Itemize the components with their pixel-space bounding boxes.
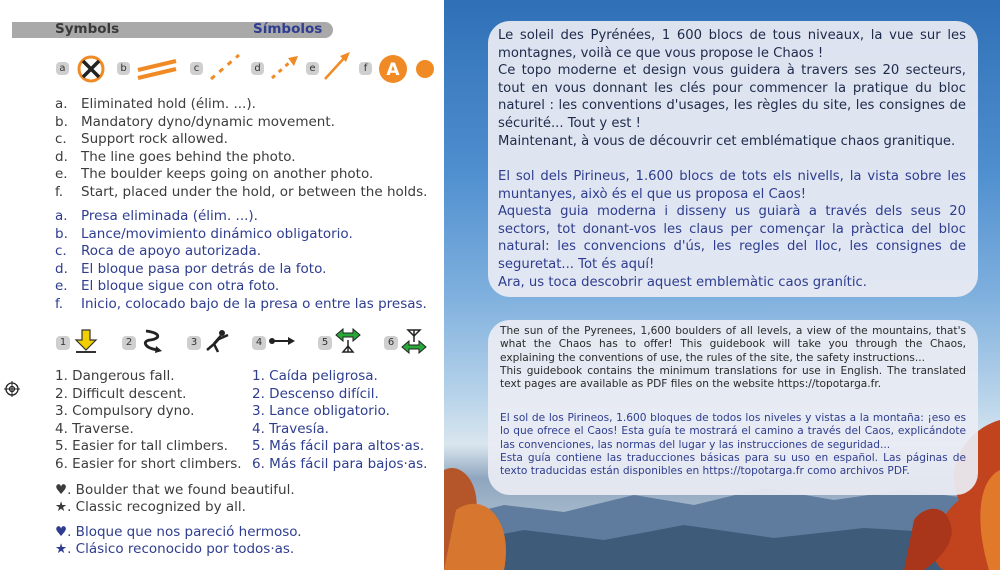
feature-en-item: 4. Traverse. (55, 420, 134, 437)
bullet-star-es: ★. Clásico reconocido por todos·as. (55, 541, 295, 557)
intro-es: El sol de los Pirineos, 1.600 bloques de todos los niveles y vistas a la montaña: ¡eso es lo que ofrece el Caos! Esta guía te mostrará el camino a través del Caos, explicándote las convenciones, las normas del lugar y las instrucciones de seguridad... Esta guía contiene las traducciones básicas para su uso en español. Las páginas de texto traducidas están disponibles en https://topotarga.fr como archivos PDF. (500, 412, 966, 478)
feature-tag-4: 4 (252, 336, 266, 350)
compulsory-dyno-icon (204, 328, 230, 354)
behind-photo-icon (268, 52, 302, 82)
feature-es-item: 1. Caída peligrosa. (252, 368, 378, 384)
feature-tag-6: 6 (384, 336, 398, 350)
feature-es-item: 6. Más fácil para bajos·as. (252, 455, 428, 472)
legend-es-item: c. Roca de apoyo autorizada. (55, 243, 262, 259)
crosshair-icon (4, 381, 20, 397)
symbol-tag-c: c (190, 62, 203, 75)
symbol-tag-d: d (251, 62, 264, 75)
features-en-list (55, 368, 242, 473)
continues-arrow-icon (322, 50, 352, 82)
legend-en-item: c. Support rock allowed. (55, 131, 228, 147)
support-rock-icon (208, 52, 242, 82)
feature-tag-5: 5 (318, 336, 332, 350)
legend-en-item: f. Start, placed under the hold, or between the holds. (55, 183, 428, 200)
dangerous-fall-icon (74, 328, 98, 354)
feature-es-item: 5. Más fácil para altos·as. (252, 438, 425, 454)
feature-en-item: 3. Compulsory dyno. (55, 403, 195, 419)
symbol-tag-a: a (56, 62, 69, 75)
feature-en-item: 6. Easier for short climbers. (55, 455, 242, 472)
legend-es-item: d. El bloque pasa por detrás de la foto. (55, 260, 327, 277)
legend-en-item: d. The line goes behind the photo. (55, 148, 296, 165)
intro-en: The sun of the Pyrenees, 1,600 boulders of all levels, a view of the mountains, that's what the Chaos has to offer! This guidebook will take you through the Chaos, explaining the conventions of use, the rules of the site, the safety instructions... This guidebook contains the minimum translations for use in English. The translated text pages are available as PDF files on the website https://topotarga.fr. (500, 325, 966, 391)
easier-tall-icon (334, 328, 362, 354)
intro-fr: Le soleil des Pyrénées, 1 600 blocs de tous niveaux, la vue sur les montagnes, voilà ce que vous propose le Chaos ! Ce topo moderne et design vous guidera à travers ses 20 secteurs, tout en vous donnant les clés pour commencer la pratique du bloc naturel : les conventions d'usages, les règles du site, les consignes de sécurité... Tout y est ! Maintenant, à vous de découvrir cet emblématique chaos granitique. (498, 28, 966, 149)
feature-es-item: 3. Lance obligatorio. (252, 403, 390, 419)
feature-tag-2: 2 (122, 336, 136, 350)
left-page (0, 0, 444, 570)
traverse-icon (268, 334, 296, 348)
bullet-heart-en: ♥. Boulder that we found beautiful. (55, 482, 295, 498)
svg-text:A: A (386, 60, 400, 80)
legend-es-item: b. Lance/movimiento dinámico obligatorio. (55, 225, 353, 242)
legend-es-item: a. Presa eliminada (élim. ...). (55, 208, 258, 224)
bullets-es (55, 524, 302, 558)
bullets-en (55, 482, 295, 516)
eliminated-hold-icon (76, 54, 106, 84)
bullet-star-en: ★. Classic recognized by all. (55, 499, 246, 515)
symbol-tag-e: e (306, 62, 319, 75)
feature-es-item: 4. Travesía. (252, 420, 329, 437)
symbol-tag-b: b (117, 62, 130, 75)
legend-list (55, 96, 427, 313)
feature-en-item: 1. Dangerous fall. (55, 368, 175, 384)
easier-short-icon (400, 328, 428, 354)
feature-tag-3: 3 (187, 336, 201, 350)
legend-en-item: b. Mandatory dyno/dynamic movement. (55, 113, 335, 130)
intro-ca: El sol dels Pirineus, 1.600 blocs de tots els nivells, la vista sobre les muntanyes, això és el que us proposa el Caos! Aquesta guia moderna i disseny us guiarà a través dels seus 20 sectors, tot donant-vos les claus per començar la pràctica del bloc natural: les convencions d'ús, les regles del lloc, les consignes de seguretat... Tot és aquí! Ara, us toca descobrir aquest emblemàtic caos granític. (498, 169, 966, 290)
legend-es-item: e. El bloque sigue con otra foto. (55, 278, 280, 294)
features-es-list (252, 368, 427, 473)
feature-es-item: 2. Descenso difícil. (252, 385, 379, 402)
symbols-header-es: Símbolos (253, 21, 323, 37)
symbol-tag-f: f (359, 62, 372, 75)
feature-tag-1: 1 (56, 336, 70, 350)
feature-en-item: 5. Easier for tall climbers. (55, 438, 228, 454)
start-icon (376, 54, 436, 86)
symbols-header-en: Symbols (55, 21, 120, 37)
legend-es-item: f. Inicio, colocado bajo de la presa o entre las presas. (55, 295, 427, 312)
bullet-heart-es: ♥. Bloque que nos pareció hermoso. (55, 524, 302, 540)
feature-en-item: 2. Difficult descent. (55, 385, 187, 402)
legend-en-item: e. The boulder keeps going on another photo. (55, 166, 374, 182)
difficult-descent-icon (140, 328, 164, 354)
legend-en-item: a. Eliminated hold (élim. ...). (55, 96, 256, 112)
dyno-icon (136, 56, 178, 82)
